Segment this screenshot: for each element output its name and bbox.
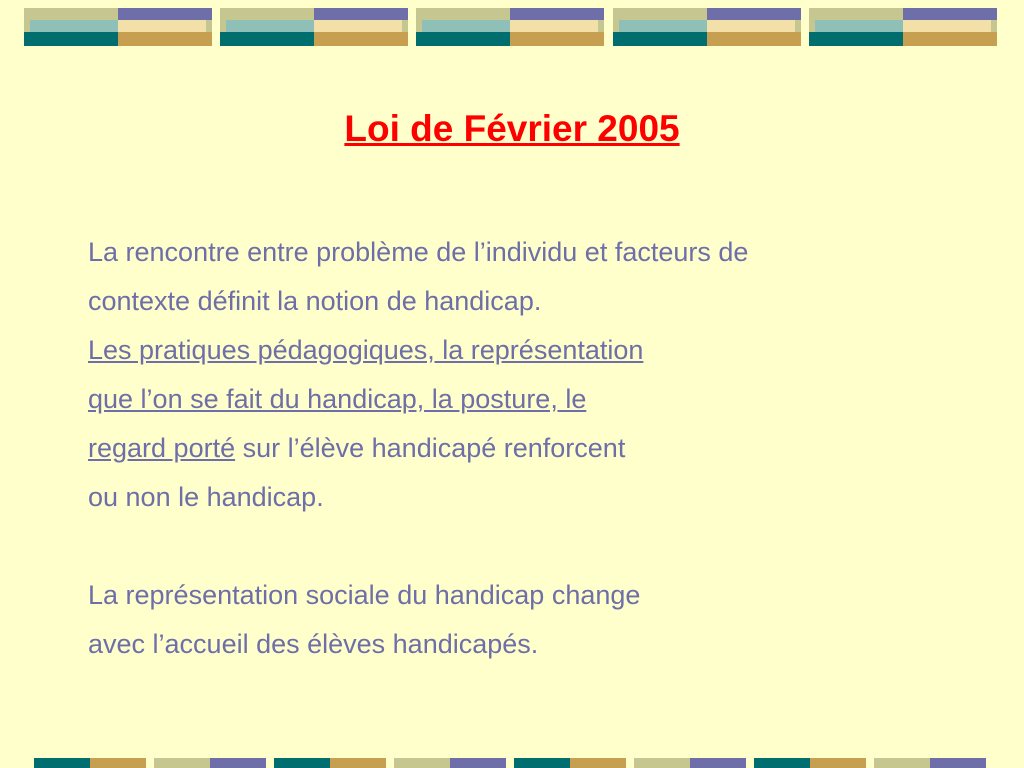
- border-tile: [24, 8, 212, 46]
- body-line-rest: sur l’élève handicapé renforcent: [235, 433, 626, 463]
- border-segment: [754, 758, 810, 768]
- border-segment: [34, 758, 90, 768]
- border-segment: [634, 758, 690, 768]
- underlined-phrase: regard porté: [88, 433, 236, 463]
- border-segment: [930, 758, 986, 768]
- border-tile: [613, 8, 801, 46]
- border-segment: [874, 758, 930, 768]
- body-line: La rencontre entre problème de l’individu et facteurs de: [88, 237, 749, 267]
- border-tile: [220, 8, 408, 46]
- body-line: avec l’accueil des élèves handicapés.: [88, 629, 539, 659]
- body-line: [88, 424, 968, 473]
- body-line: ou non le handicap.: [88, 482, 324, 512]
- decorative-bottom-border: [0, 758, 1024, 768]
- border-segment: [274, 758, 330, 768]
- border-segment: [394, 758, 450, 768]
- border-segment: [450, 758, 506, 768]
- border-segment: [514, 758, 570, 768]
- body-line: contexte définit la notion de handicap.: [88, 286, 542, 316]
- slide-title: Loi de Février 2005: [344, 108, 680, 149]
- border-tile: [416, 8, 604, 46]
- slide-body: [88, 228, 968, 669]
- body-line-underlined: que l’on se fait du handicap, la posture, le: [88, 384, 587, 414]
- border-segment: [330, 758, 386, 768]
- border-tile: [809, 8, 997, 46]
- decorative-top-border: [0, 8, 1024, 46]
- border-segment: [210, 758, 266, 768]
- paragraph-gap: [88, 522, 968, 571]
- body-line: La représentation sociale du handicap change: [88, 580, 641, 610]
- border-segment: [154, 758, 210, 768]
- border-segment: [690, 758, 746, 768]
- border-segment: [570, 758, 626, 768]
- body-line-underlined: Les pratiques pédagogiques, la représentation: [88, 335, 644, 365]
- border-segment: [810, 758, 866, 768]
- border-segment: [90, 758, 146, 768]
